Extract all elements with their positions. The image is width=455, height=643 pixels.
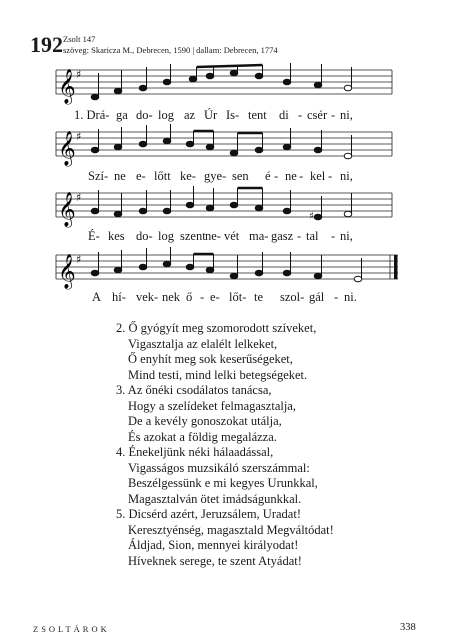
syllable: lőt- [229,290,247,304]
syllable: - [274,169,279,183]
sharp-accidental-icon: ♯ [309,211,314,222]
music-staff-2 [0,124,455,169]
syllable: - [328,169,333,183]
syllable: ga [116,108,128,122]
syllable: log [158,229,174,243]
syllable: ne- [205,229,221,243]
syllable: ni, [340,229,353,243]
syllable: szent [180,229,206,243]
verse-4 [116,445,334,507]
syllable: kel [310,169,326,183]
verse-line: Áldjad, Sion, mennyei királyodat! [128,538,299,552]
section-title: ZSOLTÁROK [33,624,110,634]
hymn-number: 192 [30,32,63,57]
syllable: ne [114,169,126,183]
verse-line: Keresztyénség, magasztald Megváltódat! [128,522,334,537]
syllable: é [265,169,271,183]
syllable: tal [306,229,319,243]
hymn-credits: szöveg: Skaricza M., Debrecen, 1590 | dallam: Debrecen, 1774 [63,45,278,55]
syllable: - [297,229,302,243]
final-barline [394,255,398,279]
sharp-icon: ♯ [76,130,82,143]
sharp-icon: ♯ [76,191,82,204]
syllable: vét [224,229,240,243]
syllable: ni. [344,290,357,304]
verse-line: Vigasztalja az elalélt lelkeket, [128,336,278,351]
verse-line: Magasztalván ötet imádságunkkal. [128,491,302,506]
treble-clef-icon: 𝄞 [58,192,76,227]
verse-5 [116,507,334,569]
syllable: ne [285,169,297,183]
syllable: do- [136,229,153,243]
syllable: É- [88,229,100,243]
syllable: Úr [204,108,218,122]
syllable: ma- [249,229,269,243]
syllable: csér [307,108,328,122]
syllable: szol- [280,290,305,304]
syllable: lőtt [154,169,171,183]
verses-block [116,321,334,569]
treble-clef-icon: 𝄞 [58,69,76,104]
syllable: 1. Drá- [74,108,110,122]
sharp-icon: ♯ [76,253,82,266]
syllable: - [299,169,304,183]
syllable: gál [309,290,325,304]
syllable: Is- [226,108,240,122]
syllable: Szí- [88,169,109,183]
syllable: kes [108,229,125,243]
syllable: - [331,229,336,243]
verse-line: Hogy a szelídeket felmagasztalja, [128,398,296,413]
syllable: di [279,108,289,122]
lyric-line-3 [0,229,455,245]
syllable: - [298,108,303,122]
syllable: hí- [112,290,126,304]
syllable: gasz [271,229,294,243]
syllable: vek- [136,290,159,304]
verse-line: 2. Ő gyógyít meg szomorodott szíveket, [116,321,317,335]
verse-line: 5. Dicsérd azért, Jeruzsálem, Uradat! [116,507,301,521]
syllable: az [184,108,196,122]
verse-line: És azokat a földig megalázza. [128,429,277,444]
syllable: do- [136,108,153,122]
lyric-line-1 [0,108,455,124]
syllable: log [158,108,174,122]
syllable: ni, [340,169,353,183]
music-staff-3 [0,185,455,230]
verse-line: Vigasságos muzsikáló szerszámmal: [128,460,310,475]
verse-line: De a kevély gonoszokat utálja, [128,414,282,428]
psalm-reference: Zsolt 147 [63,34,96,44]
verse-line: Ő enyhít meg sok keserűségeket, [128,352,293,366]
syllable: e- [136,169,146,183]
syllable: ke- [180,169,196,183]
syllable: sen [232,169,249,183]
verse-line: 4. Énekeljünk néki hálaadással, [116,445,274,459]
page-number: 338 [400,622,416,633]
verse-line: 3. Az őnéki csodálatos tanácsa, [116,383,272,397]
treble-clef-icon: 𝄞 [58,254,76,289]
syllable: e- [210,290,220,304]
syllable: - [200,290,205,304]
syllable: te [254,290,264,304]
syllable: - [334,290,339,304]
syllable: nek [162,290,181,304]
lyric-line-4 [0,290,455,306]
verse-line: Híveknek serege, te szent Atyádat! [128,553,302,568]
music-staff-4 [0,247,455,292]
treble-clef-icon: 𝄞 [58,131,76,166]
syllable: tent [248,108,267,122]
syllable: gye- [204,169,227,183]
syllable: ni, [340,108,353,122]
sharp-icon: ♯ [76,68,82,81]
lyric-line-2 [0,169,455,185]
syllable: ő [186,290,193,304]
syllable: - [331,108,336,122]
verse-2 [116,321,334,383]
verse-3 [116,383,334,445]
music-staff-1 [0,62,455,107]
syllable: A [92,290,102,304]
verse-line: Mind testi, mind lelki betegségeket. [128,367,308,382]
verse-line: Beszélgessünk e mi kegyes Urunkkal, [128,476,318,490]
